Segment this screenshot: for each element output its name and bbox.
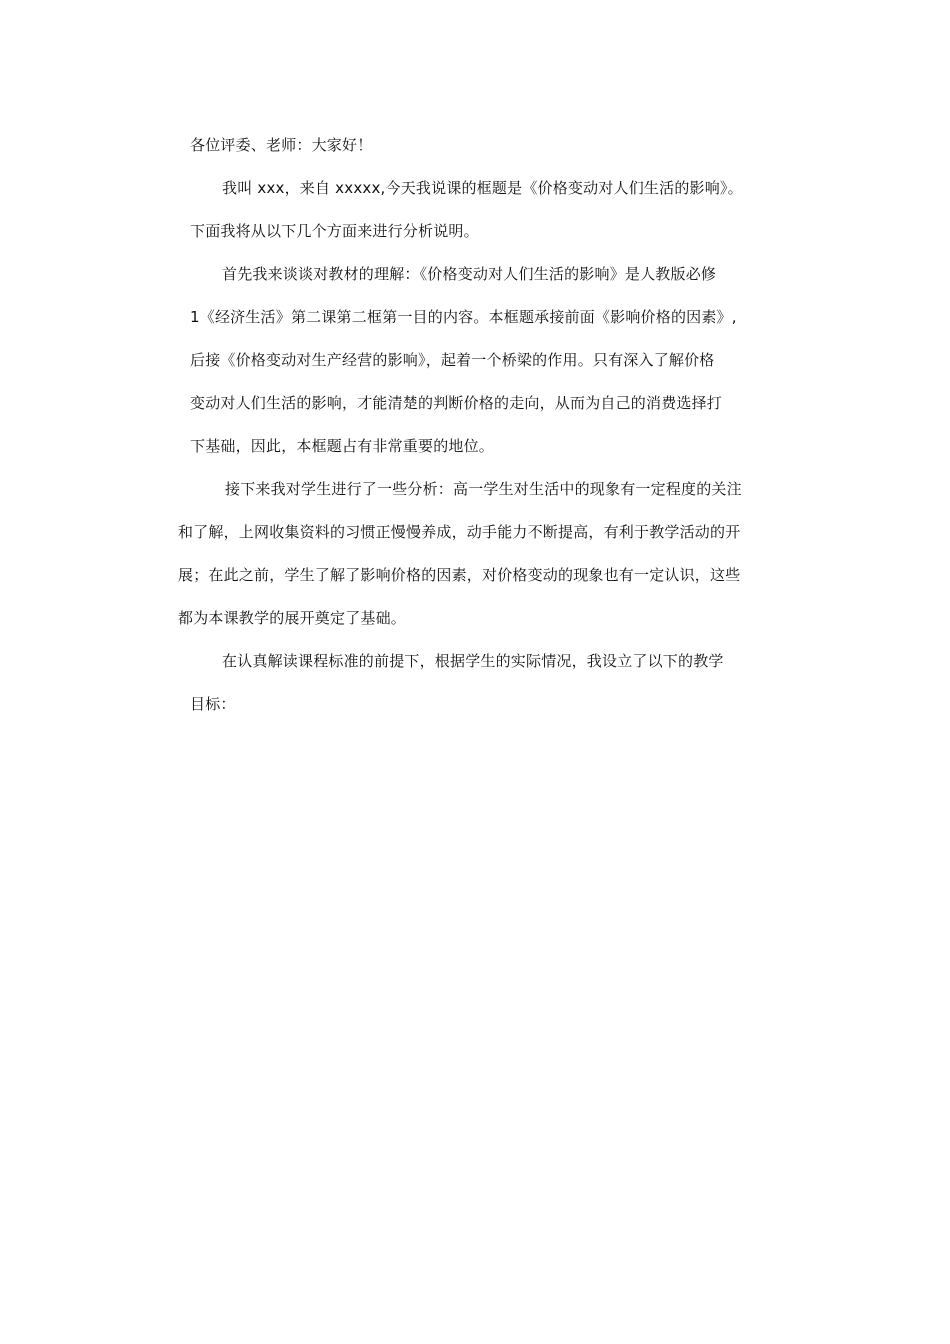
paragraph-2-line-5: 下基础，因此，本框题占有非常重要的地位。 bbox=[190, 437, 495, 455]
paragraph-2-line-1: 首先我来谈谈对教材的理解：《价格变动对人们生活的影响》是人教版必修 bbox=[222, 265, 717, 283]
paragraph-2-line-3: 后接《价格变动对生产经营的影响》，起着一个桥梁的作用。只有深入了解价格 bbox=[190, 351, 715, 369]
paragraph-3-line-3: 展；在此之前，学生了解了影响价格的因素，对价格变动的现象也有一定认识，这些 bbox=[178, 566, 741, 584]
paragraph-2-line-4: 变动对人们生活的影响，才能清楚的判断价格的走向，从而为自己的消费选择打 bbox=[190, 394, 723, 412]
paragraph-4-line-2: 目标： bbox=[190, 695, 236, 713]
paragraph-3-line-1: 接下来我对学生进行了一些分析：高一学生对生活中的现象有一定程度的关注 bbox=[225, 480, 742, 498]
paragraph-3-line-4: 都为本课教学的展开奠定了基础。 bbox=[178, 609, 407, 627]
paragraph-4-line-1: 在认真解读课程标准的前提下，根据学生的实际情况，我设立了以下的教学 bbox=[222, 652, 724, 670]
paragraph-3-line-2: 和了解，上网收集资料的习惯正慢慢养成，动手能力不断提高，有利于教学活动的开 bbox=[178, 523, 741, 541]
paragraph-1-line-2: 下面我将从以下几个方面来进行分析说明。 bbox=[190, 222, 479, 240]
paragraph-1-line-1: 我叫 xxx，来自 xxxxx,今天我说课的框题是《价格变动对人们生活的影响》。 bbox=[222, 179, 743, 197]
paragraph-2-line-2: 1《经济生活》第二课第二框第一目的内容。本框题承接前面《影响价格的因素》, bbox=[190, 308, 737, 326]
greeting-line: 各位评委、老师：大家好！ bbox=[190, 136, 373, 154]
